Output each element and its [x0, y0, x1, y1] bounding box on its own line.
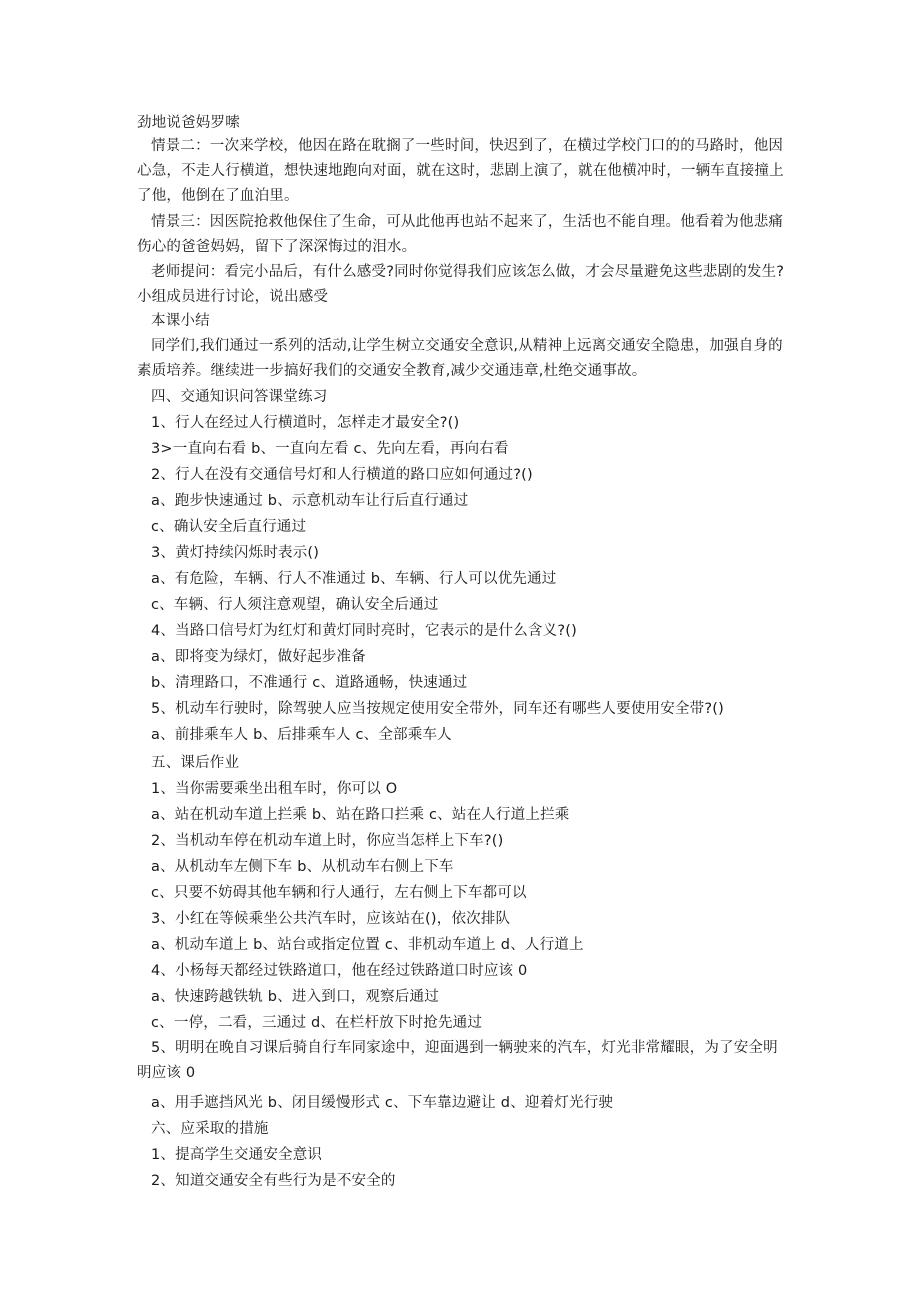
answer-options: a、快速跨越铁轨 b、进入到口，观察后通过	[151, 989, 439, 1005]
paragraph-teacher-question: 老师提问：看完小品后，有什么感受?同时你觉得我们应该怎么做，才会尽量避免这些悲剧的发生?小组成员进行讨论，说出感受	[137, 264, 785, 305]
paragraph-scene-two: 情景二：一次来学校，他因在路在耽搁了一些时间，快迟到了，在横过学校门口的的马路时，他因心急，不走人行横道，想快速地跑向对面，就在这时，悲剧上演了，就在他横冲时，一辆车直接撞上了他，他倒在了血泊里。	[137, 138, 784, 204]
answer-options: b、清理路口，不准通行 c、道路通畅，快速通过	[151, 675, 468, 691]
answer-options: a、有危险，车辆、行人不准通过 b、车辆、行人可以优先通过	[151, 571, 557, 587]
answer-options: a、前排乘车人 b、后排乘车人 c、全部乘车人	[151, 727, 452, 743]
section-heading-four: 四、交通知识问答课堂练习	[151, 389, 328, 405]
measure-line: 2、知道交通安全有些行为是不安全的	[151, 1173, 396, 1189]
question-line: 3、小红在等候乘坐公共汽车时，应该站在()，依次排队	[151, 911, 511, 927]
question-line: 2、当机动车停在机动车道上时，你应当怎样上下车?()	[151, 833, 504, 849]
question-line: 1、当你需要乘坐出租车时，你可以 O	[151, 781, 398, 797]
answer-options: a、跑步快速通过 b、示意机动车让行后直行通过	[151, 493, 469, 509]
paragraph-summary: 同学们,我们通过一系列的活动,让学生树立交通安全意识,从精神上远离交通安全隐患，加强自身的素质培养。继续进一步搞好我们的交通安全教育,减少交通违章,杜绝交通事故。	[137, 338, 783, 379]
answer-options: c、确认安全后直行通过	[151, 519, 307, 535]
question-line: 2、行人在没有交通信号灯和人行横道的路口应如何通过?()	[151, 467, 533, 483]
answer-options: a、用手遮挡风光 b、闭目缓慢形式 c、下车靠边避让 d、迎着灯光行驶	[151, 1095, 614, 1111]
answer-options: c、车辆、行人须注意观望，确认安全后通过	[151, 597, 439, 613]
question-line: 5、机动车行驶时，除驾驶人应当按规定使用安全带外，同车还有哪些人要使用安全带?()	[151, 701, 724, 717]
answer-options: a、机动车道上 b、站台或指定位置 c、非机动车道上 d、人行道上	[151, 937, 584, 953]
paragraph-scene-three: 情景三：因医院抢救他保住了生命，可从此他再也站不起来了，生活也不能自理。他看着为他悲痛伤心的爸爸妈妈，留下了深深悔过的泪水。	[137, 214, 784, 255]
answer-options: c、只要不妨碍其他车辆和行人通行，左右侧上下车都可以	[151, 885, 527, 901]
question-line: 1、行人在经过人行横道时，怎样走才最安全?()	[151, 415, 460, 431]
question-line: 4、小杨每天都经过铁路道口，他在经过铁路道口时应该 0	[151, 963, 528, 979]
section-heading-six: 六、应采取的措施	[151, 1121, 269, 1137]
answer-options: c、一停，二看，三通过 d、在栏杆放下时抢先通过	[151, 1015, 483, 1031]
answer-options: 3>一直向右看 b、一直向左看 c、先向左看，再向右看	[151, 441, 509, 457]
section-heading-summary: 本课小结	[151, 313, 210, 329]
answer-options: a、站在机动车道上拦乘 b、站在路口拦乘 c、站在人行道上拦乘	[151, 807, 570, 823]
answer-options: a、从机动车左侧下车 b、从机动车右侧上下车	[151, 859, 454, 875]
measure-line: 1、提高学生交通安全意识	[151, 1147, 323, 1163]
section-heading-five: 五、课后作业	[151, 755, 240, 771]
text-line: 劲地说爸妈罗嗦	[137, 115, 240, 131]
question-line: 5、明明在晚自习课后骑自行车同家途中，迎面遇到一辆驶来的汽车，灯光非常耀眼，为了安全明明应该 0	[137, 1040, 778, 1081]
question-line: 4、当路口信号灯为红灯和黄灯同时亮时，它表示的是什么含义?()	[151, 623, 577, 639]
question-line: 3、黄灯持续闪烁时表示()	[151, 545, 320, 561]
answer-options: a、即将变为绿灯，做好起步准备	[151, 649, 366, 665]
